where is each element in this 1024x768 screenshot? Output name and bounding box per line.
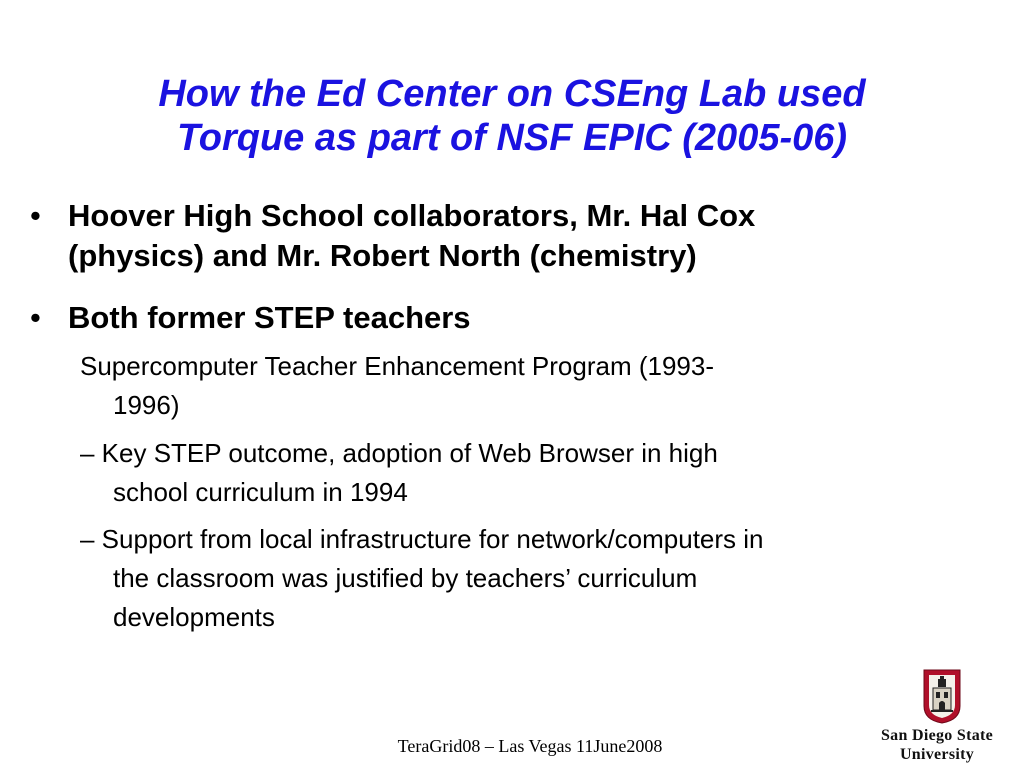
logo-line-2: University <box>899 746 975 763</box>
sub-item-line: Supercomputer Teacher Enhancement Program (1993- <box>80 351 714 381</box>
slide-title <box>40 72 984 160</box>
slide-footer: TeraGrid08 – Las Vegas 11June2008 <box>397 736 663 756</box>
sub-item-line: – Support from local infrastructure for network/computers in <box>80 524 764 554</box>
title-line-1: How the Ed Center on CSEng Lab used <box>158 73 866 115</box>
sdsu-tower-emblem-icon <box>922 666 962 724</box>
sub-item-line: the classroom was justified by teachers’ curriculum <box>113 563 698 593</box>
sub-item-infrastructure <box>80 520 1000 637</box>
bullet-marker: • <box>30 300 41 335</box>
sub-item-step-outcome <box>80 434 1000 512</box>
sdsu-logo <box>862 666 1012 766</box>
bullet-line: Hoover High School collaborators, Mr. Hal Cox <box>68 198 756 233</box>
title-line-2: Torque as part of NSF EPIC (2005-06) <box>176 117 848 159</box>
sub-item-line: 1996) <box>113 390 180 420</box>
sub-item-line: school curriculum in 1994 <box>113 477 408 507</box>
bullet-marker: • <box>30 198 41 233</box>
sub-item-line: developments <box>113 602 275 632</box>
sub-item-step-program <box>80 347 1000 425</box>
bullet-line: (physics) and Mr. Robert North (chemistry) <box>68 238 697 273</box>
logo-line-1: San Diego State <box>880 727 994 744</box>
bullet-line: Both former STEP teachers <box>68 300 471 335</box>
sub-item-line: – Key STEP outcome, adoption of Web Browser in high <box>80 438 718 468</box>
